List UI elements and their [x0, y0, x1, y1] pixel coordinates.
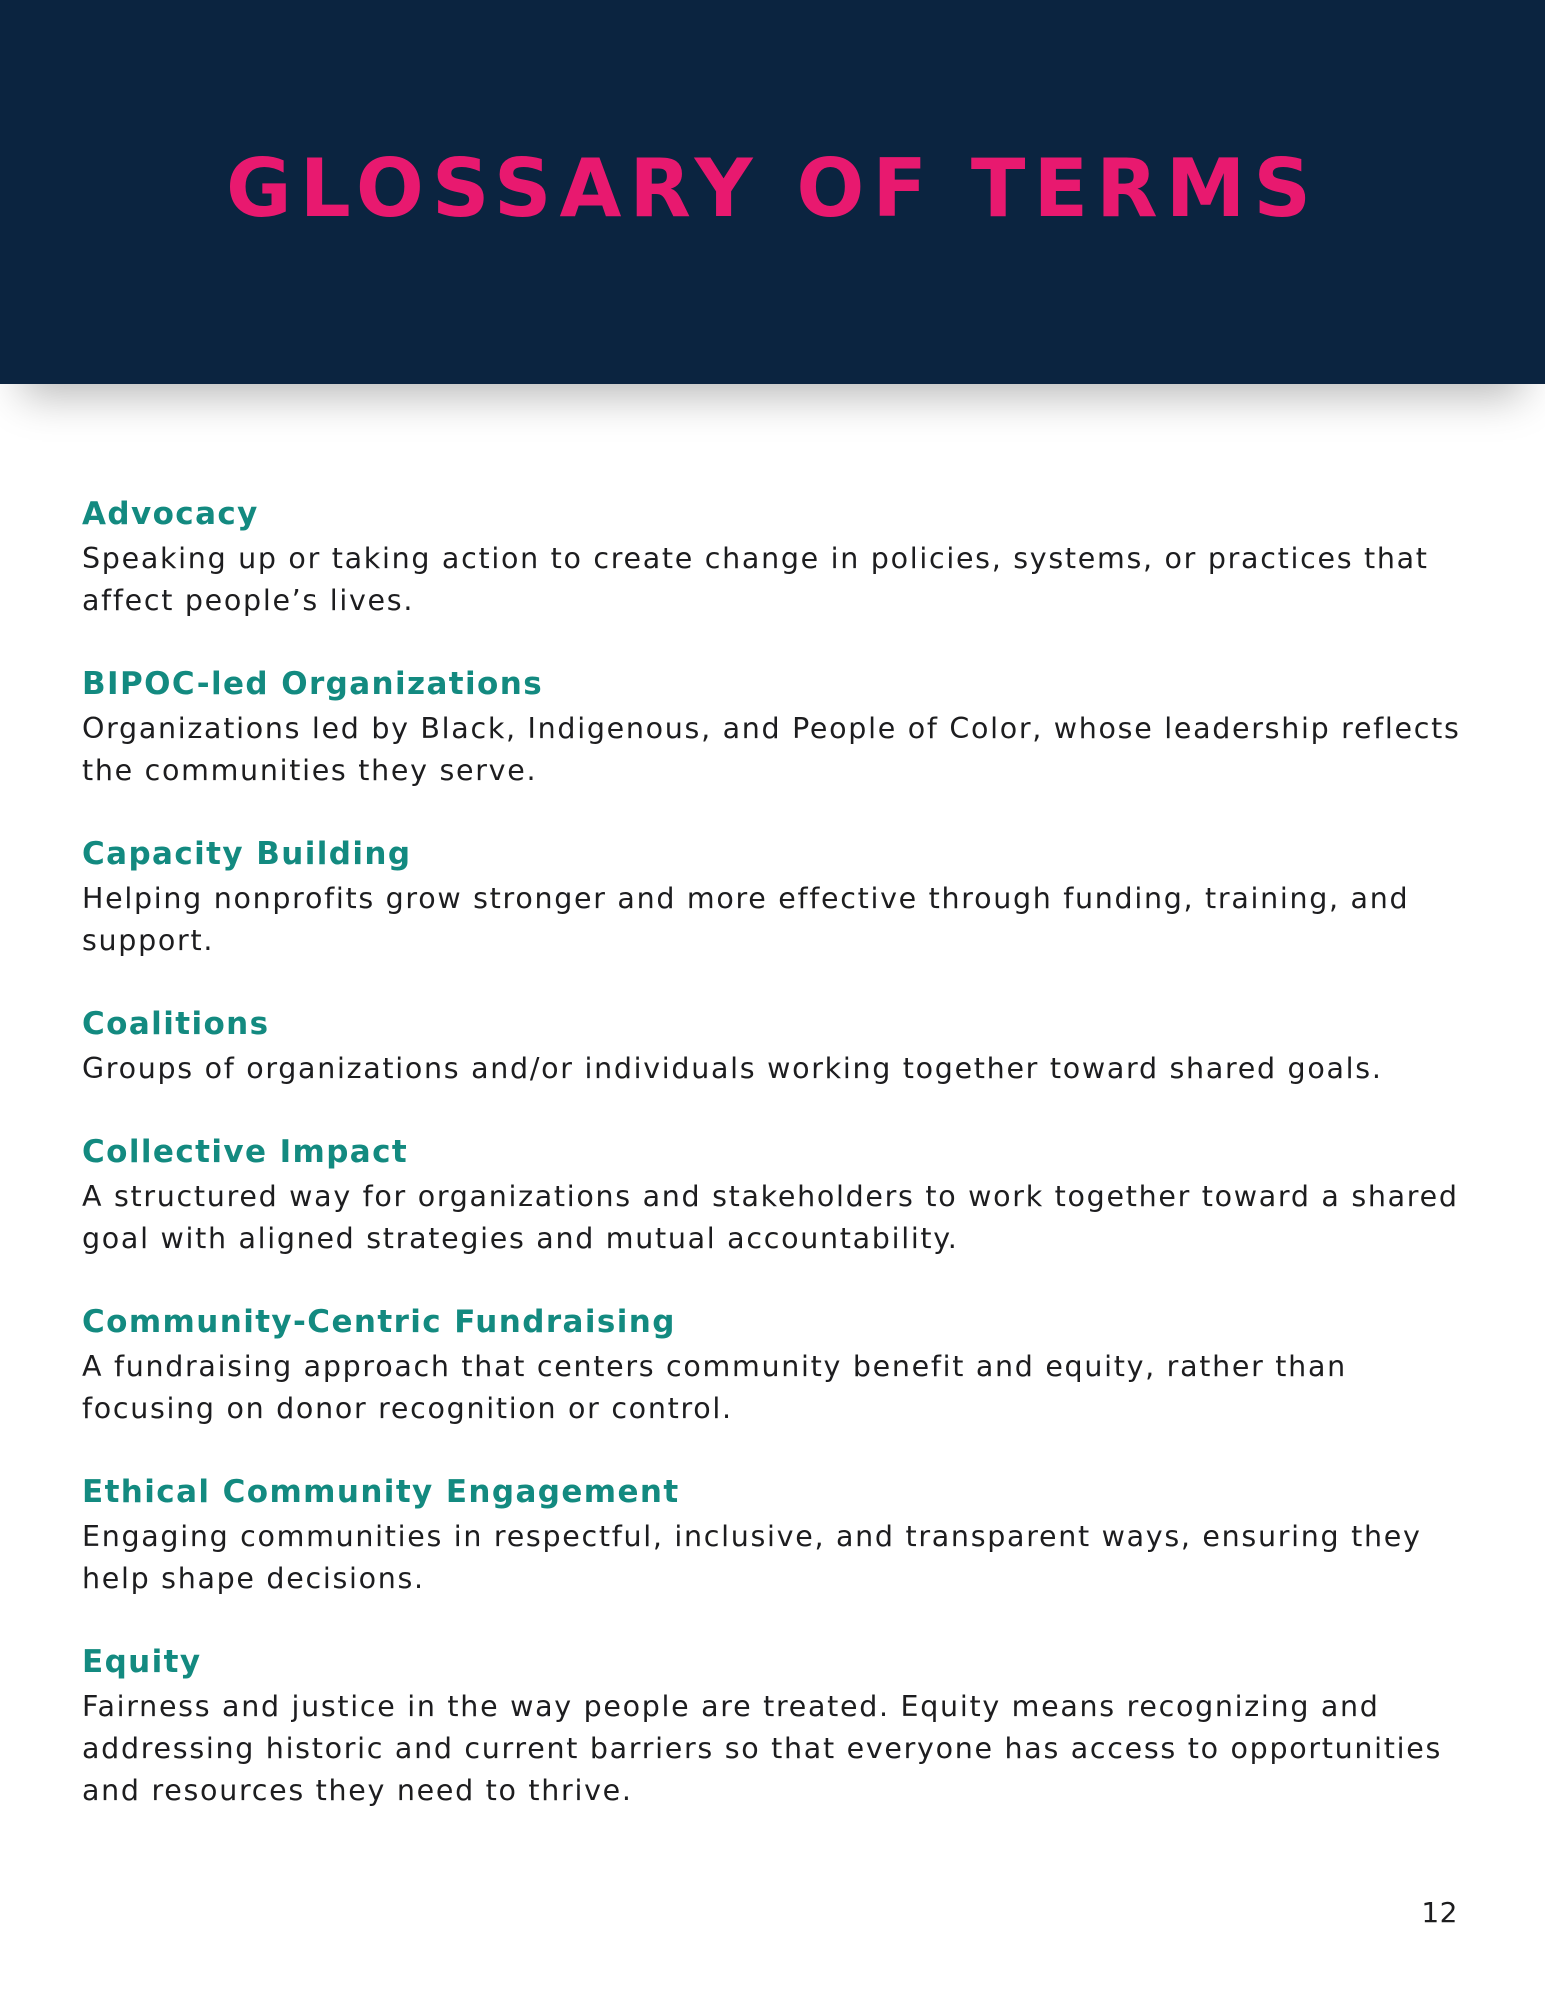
glossary-list — [82, 495, 1482, 1855]
glossary-term: Ethical Community Engagement — [82, 1474, 680, 1510]
glossary-definition: A structured way for organizations and stakeholders to work together toward a shared goal with aligned strategies and mutual accountability. — [82, 1180, 1459, 1255]
glossary-definition: A fundraising approach that centers community benefit and equity, rather than focusing on donor recognition or control. — [82, 1350, 1347, 1425]
glossary-term: BIPOC-led Organizations — [82, 666, 544, 702]
glossary-term: Collective Impact — [82, 1134, 409, 1170]
glossary-entry-collective-impact — [82, 1133, 1482, 1260]
glossary-entry-ethical-community-engagement — [82, 1473, 1482, 1600]
glossary-definition: Helping nonprofits grow stronger and more effective through funding, training, and support. — [82, 882, 1410, 957]
page-number: 12 — [1421, 1896, 1458, 1929]
page-title: GLOSSARY OF TERMS — [226, 142, 1319, 235]
glossary-entry-bipoc-led-organizations — [82, 665, 1482, 792]
glossary-entry-community-centric-fundraising — [82, 1303, 1482, 1430]
glossary-term: Advocacy — [82, 496, 259, 532]
glossary-definition: Groups of organizations and/or individuals working together toward shared goals. — [82, 1052, 1383, 1085]
glossary-definition: Organizations led by Black, Indigenous, and People of Color, whose leadership reflects the communities they serve. — [82, 712, 1461, 787]
glossary-term: Equity — [82, 1644, 202, 1680]
glossary-definition: Engaging communities in respectful, inclusive, and transparent ways, ensuring they help shape decisions. — [82, 1520, 1422, 1595]
glossary-term: Coalitions — [82, 1006, 270, 1042]
glossary-entry-capacity-building — [82, 835, 1482, 962]
title-banner — [0, 0, 1545, 384]
glossary-term: Community-Centric Fundraising — [82, 1304, 676, 1340]
glossary-term: Capacity Building — [82, 836, 412, 872]
glossary-entry-coalitions — [82, 1005, 1482, 1090]
glossary-entry-equity — [82, 1643, 1482, 1812]
glossary-entry-advocacy — [82, 495, 1482, 622]
glossary-definition: Speaking up or taking action to create change in policies, systems, or practices that affect people’s lives. — [82, 542, 1429, 617]
glossary-definition: Fairness and justice in the way people are treated. Equity means recognizing and addressing historic and current barriers so that everyone has access to opportunities and resources they need to thrive. — [82, 1690, 1443, 1807]
